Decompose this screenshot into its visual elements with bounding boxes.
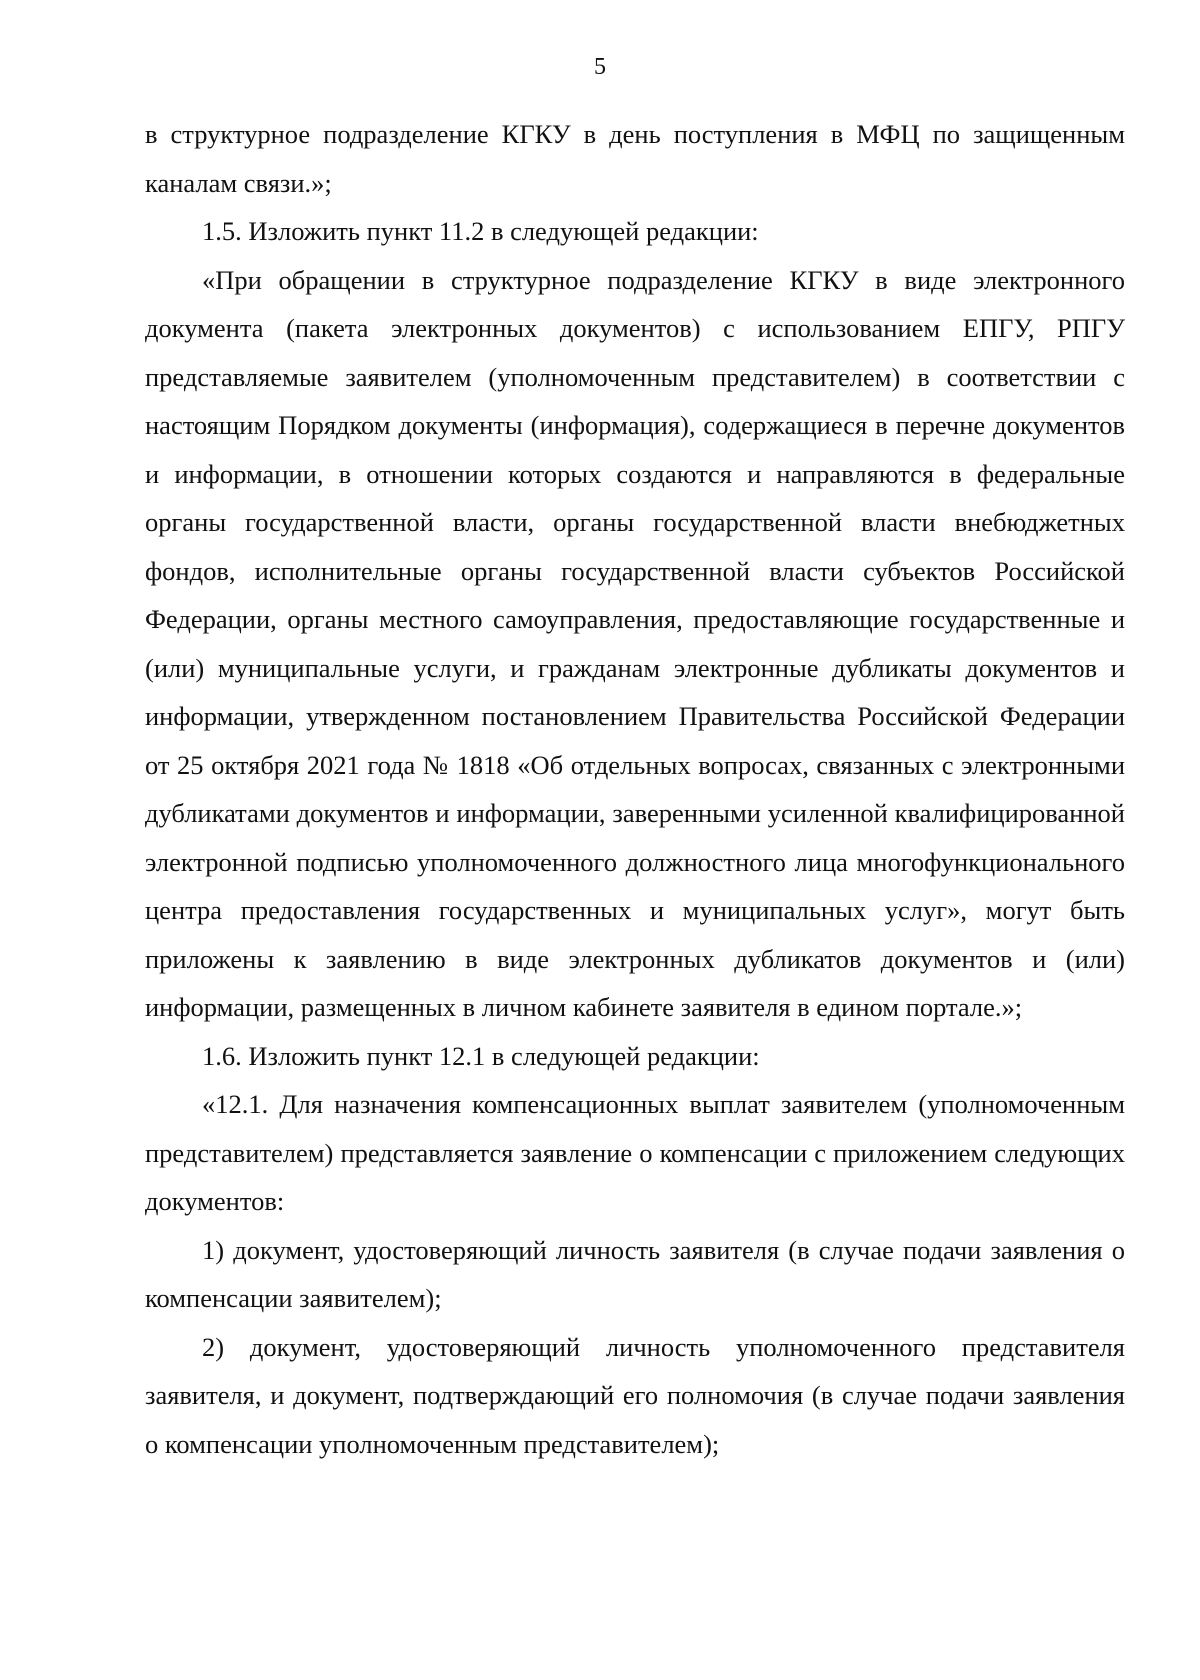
paragraph-continuation: в структурное подразделение КГКУ в день поступления в МФЦ по защищенным каналам связи.»; [145, 119, 1125, 198]
paragraph-clause-11-2: «При обращении в структурное подразделение КГКУ в виде электронного документа (пакета электронных документов) с использованием ЕПГУ, РПГУ представляемые заявителем (уполномоченным представителем) в соответствии с настоящим Порядком документы (информация), содержащиеся в перечне документов и информации, в отношении которых создаются и направляются в федеральные органы государственной власти, органы государственной власти внебюджетных фондов, исполнительные органы государственной власти субъектов Российской Федерации, органы местного самоуправления, предоставляющие государственные и (или) муниципальные услуги, и гражданам электронные дубликаты документов и информации, утвержденном постановлением Правительства Российской Федерации от 25 октября 2021 года № 1818 «Об отдельных вопросах, связанных с электронными дубликатами документов и информации, заверенными усиленной квалифицированной электронной подписью уполномоченного должностного лица многофункционального центра предоставления государственных и муниципальных услуг», могут быть приложены к заявлению в виде электронных дубликатов документов и (или) информации, размещенных в личном кабинете заявителя в едином портале.»; [145, 264, 1125, 1022]
paragraph-clause-12-1: «12.1. Для назначения компенсационных выплат заявителем (уполномоченным представителем) представляется заявление о компенсации с приложением следующих документов: [145, 1089, 1125, 1216]
page-number: 5 [594, 54, 606, 80]
paragraph-list-item-1: 1) документ, удостоверяющий личность заявителя (в случае подачи заявления о компенсации заявителем); [145, 1234, 1125, 1313]
paragraph-item-1-5: 1.5. Изложить пункт 11.2 в следующей редакции: [202, 216, 759, 246]
paragraph-list-item-2: 2) документ, удостоверяющий личность уполномоченного представителя заявителя, и документ, подтверждающий его полномочия (в случае подачи заявления о компенсации уполномоченным представителем); [145, 1331, 1125, 1459]
paragraph-item-1-6: 1.6. Изложить пункт 12.1 в следующей редакции: [202, 1040, 760, 1071]
document-body [145, 110, 1125, 1468]
